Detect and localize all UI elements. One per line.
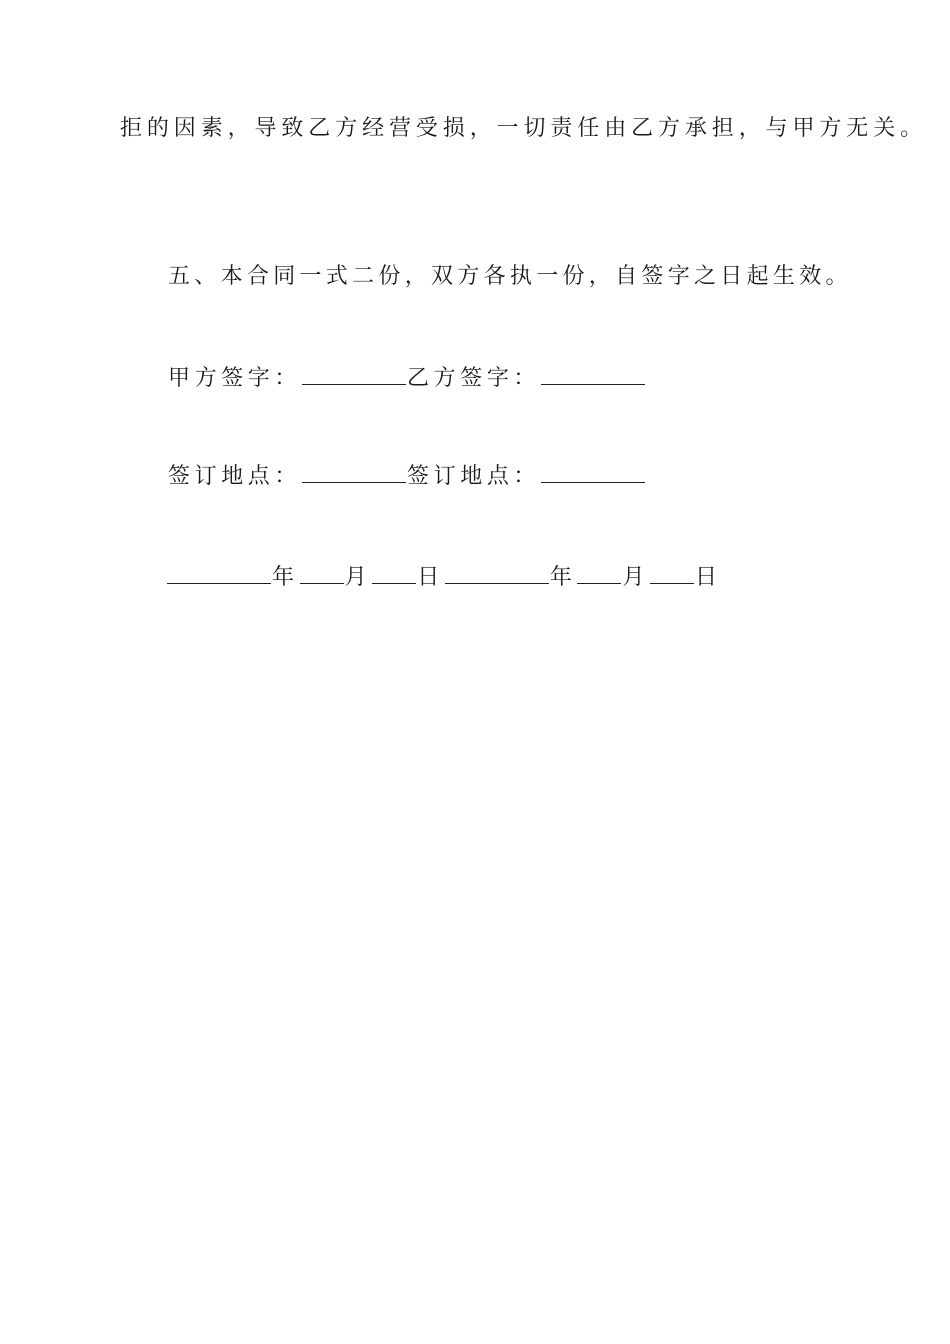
party-a-place-label: 签订地点：	[168, 464, 302, 489]
party-b-month-blank[interactable]	[577, 561, 621, 584]
party-b-month-label: 月	[622, 565, 650, 590]
party-a-place-blank[interactable]	[302, 460, 406, 483]
party-a-month-blank[interactable]	[300, 561, 344, 584]
place-row	[168, 460, 646, 492]
party-b-place-blank[interactable]	[541, 460, 645, 483]
party-b-signature-blank[interactable]	[541, 362, 645, 385]
party-b-day-label: 日	[695, 565, 722, 590]
date-row	[166, 561, 722, 593]
party-a-signature-label: 甲方签字：	[168, 366, 302, 391]
party-a-signature-blank[interactable]	[302, 362, 406, 385]
signature-row	[168, 362, 646, 394]
clause-five: 五、本合同一式二份，双方各执一份，自签字之日起生效。	[168, 264, 852, 289]
party-b-day-blank[interactable]	[650, 561, 694, 584]
paragraph-continuation: 拒的因素，导致乙方经营受损，一切责任由乙方承担，与甲方无关。	[120, 116, 928, 141]
party-a-month-label: 月	[344, 565, 372, 590]
party-b-place-label: 签订地点：	[407, 464, 541, 489]
party-b-year-blank[interactable]	[445, 561, 549, 584]
party-a-day-label: 日	[417, 565, 444, 590]
party-a-day-blank[interactable]	[372, 561, 416, 584]
party-b-signature-label: 乙方签字：	[407, 366, 541, 391]
party-b-year-label: 年	[549, 565, 577, 590]
party-a-year-label: 年	[272, 565, 299, 590]
party-a-year-blank[interactable]	[167, 561, 271, 584]
